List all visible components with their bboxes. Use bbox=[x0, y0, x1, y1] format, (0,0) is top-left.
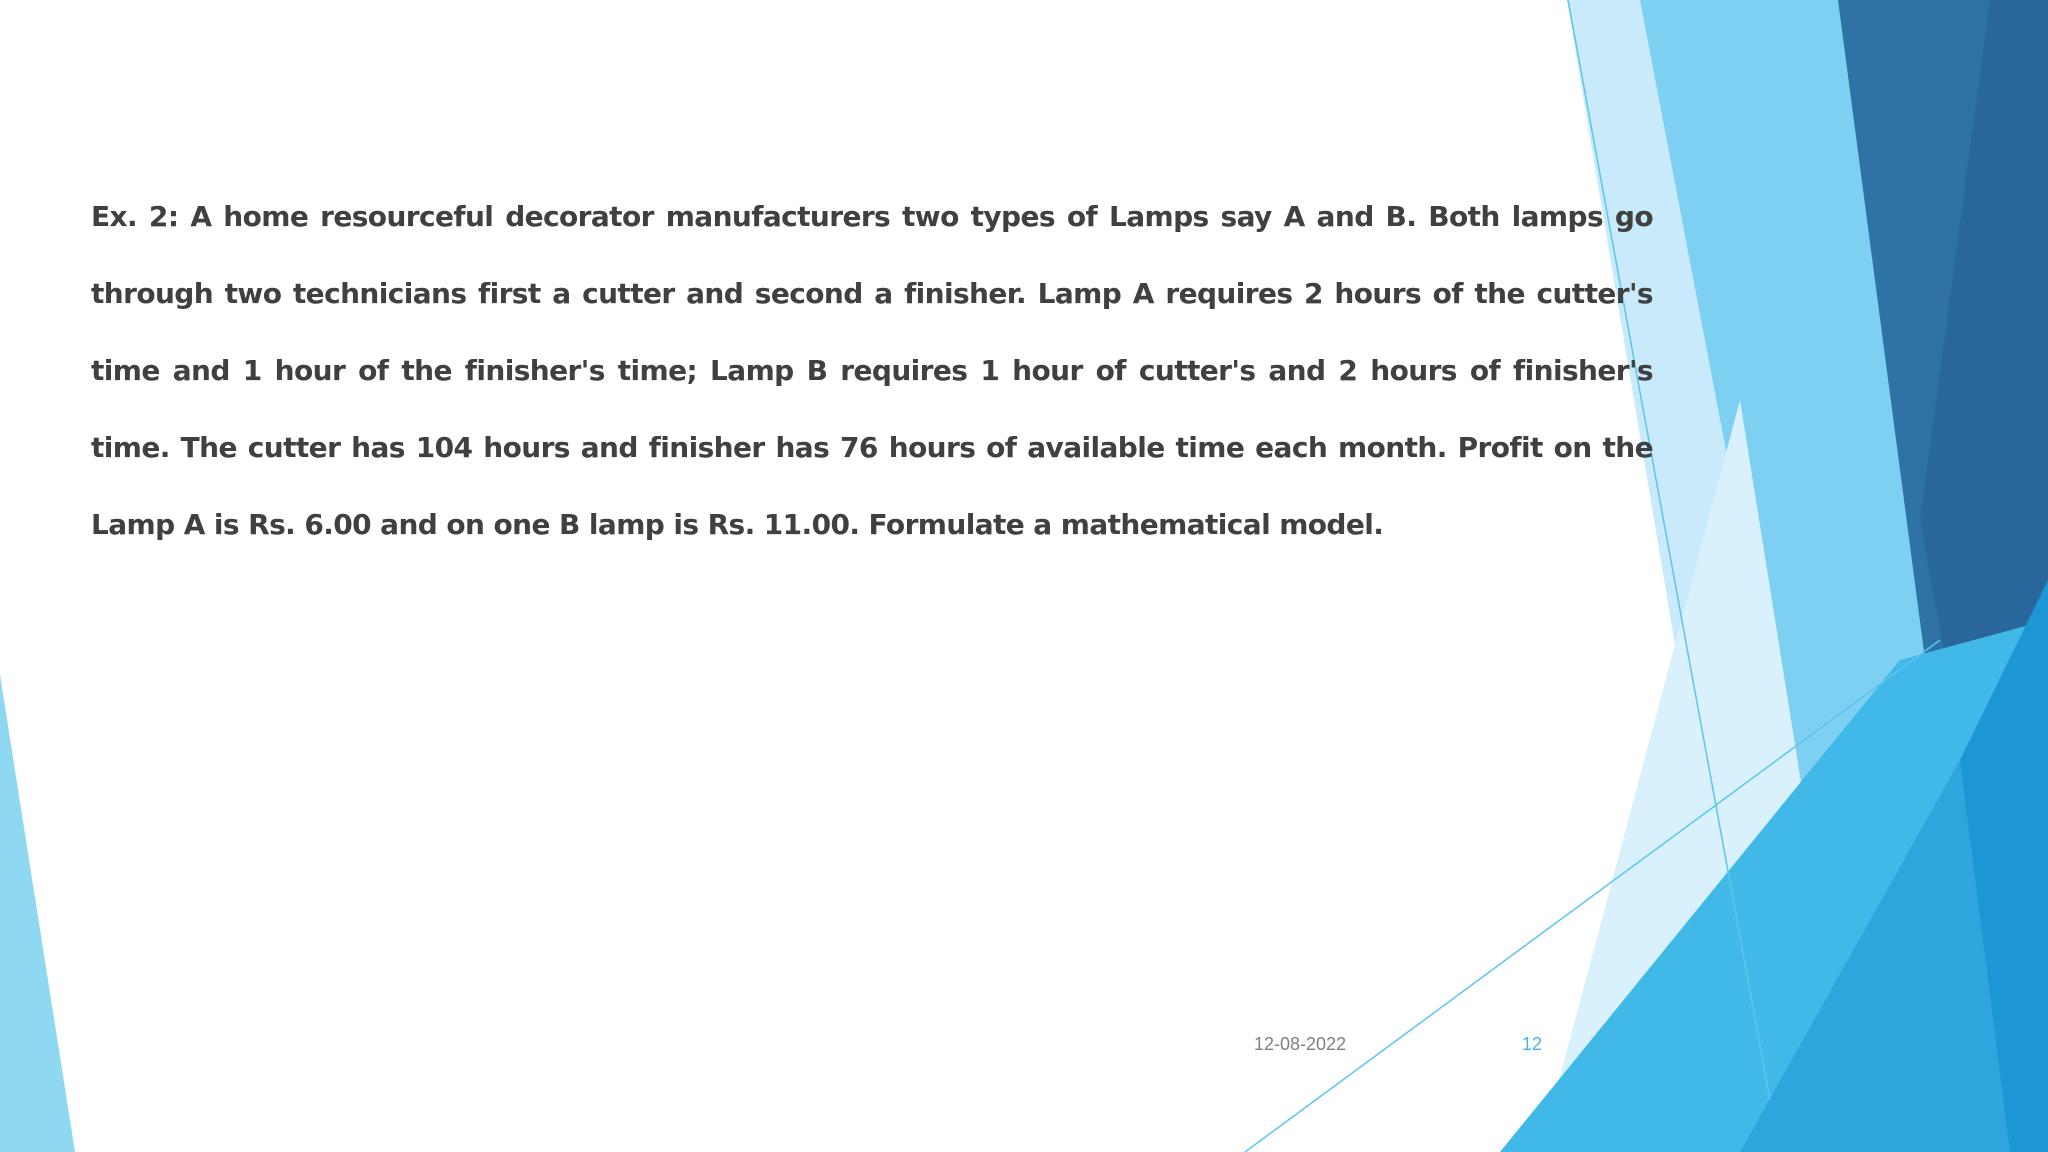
footer-date: 12-08-2022 bbox=[1254, 1034, 1347, 1054]
problem-statement: Ex. 2: A home resourceful decorator manufacturers two types of Lamps say A and B. Both lamps go through two technicians first a cutter and second a finisher. Lamp A requires 2 hours of the cutter's time and 1 hour of the finisher's time; Lamp B requires 1 hour of cutter's and 2 hours of finisher's time. The cutter has 104 hours and finisher has 76 hours of available time each month. Profit on the Lamp A is Rs. 6.00 and on one B lamp is Rs. 11.00. Formulate a mathematical model. bbox=[91, 200, 1653, 541]
page-number: 12 bbox=[1522, 1034, 1543, 1054]
left-sliver-shape bbox=[0, 675, 75, 1152]
